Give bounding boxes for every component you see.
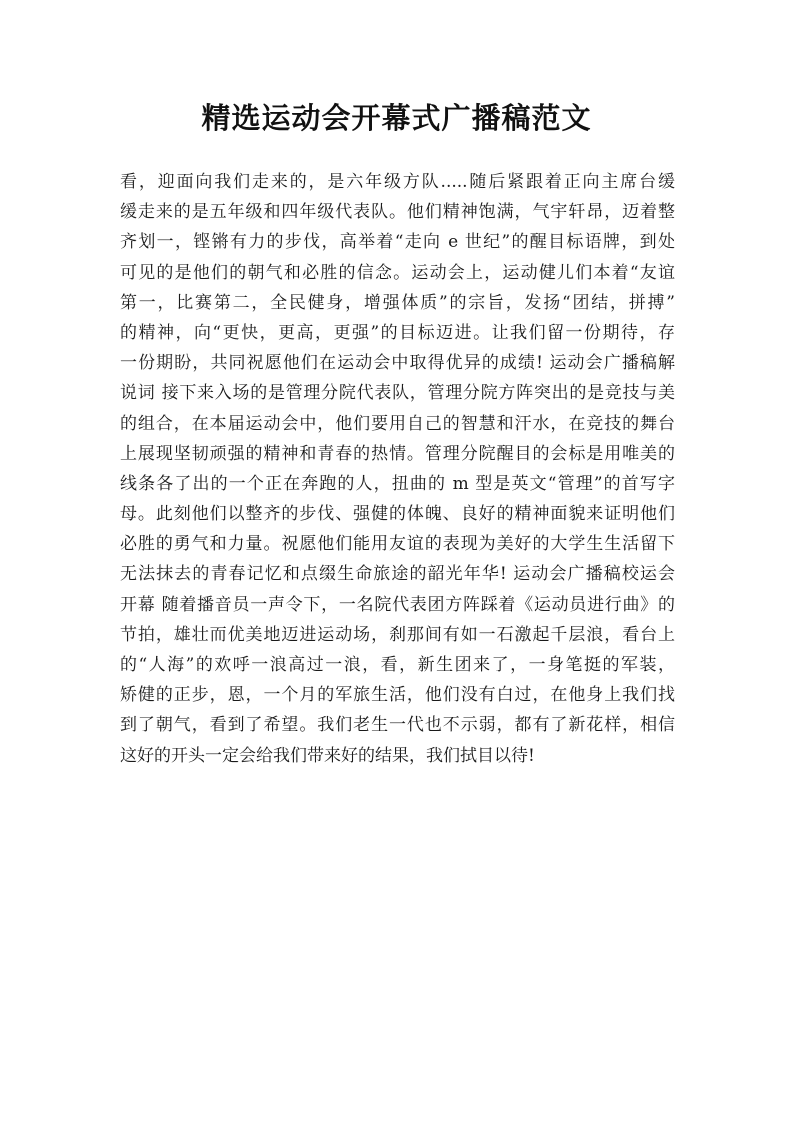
- body-line: 无法抹去的青春记忆和点缀生命旅途的韶光年华! 运动会广播稿校运会: [120, 564, 675, 585]
- body-line: 节拍，雄壮而优美地迈进运动场，刹那间有如一石激起千层浪，看台上: [120, 624, 675, 645]
- body-line: 矫健的正步，恩，一个月的军旅生活，他们没有白过，在他身上我们找: [120, 685, 675, 706]
- body-line: 的“人海”的欢呼一浪高过一浪，看，新生团来了，一身笔挺的军装，: [120, 655, 675, 675]
- body-line: 缓走来的是五年级和四年级代表队。他们精神饱满，气宇轩昂，迈着整: [120, 202, 675, 223]
- body-line: 一份期盼，共同祝愿他们在运动会中取得优异的成绩! 运动会广播稿解: [120, 353, 675, 374]
- body-line: 的组合，在本届运动会中，他们要用自己的智慧和汗水，在竞技的舞台: [120, 413, 675, 434]
- body-line: 可见的是他们的朝气和必胜的信念。运动会上，运动健儿们本着“友谊: [120, 262, 675, 283]
- body-line: 母。此刻他们以整齐的步伐、强健的体魄、良好的精神面貌来证明他们: [120, 504, 675, 525]
- body-line: 看，迎面向我们走来的，是六年级方队.....随后紧跟着正向主席台缓: [120, 172, 675, 192]
- body-line: 说词 接下来入场的是管理分院代表队，管理分院方阵突出的是竞技与美: [120, 383, 675, 404]
- body-line: 必胜的勇气和力量。祝愿他们能用友谊的表现为美好的大学生生活留下: [120, 534, 675, 555]
- body-line: 开幕 随着播音员一声令下，一名院代表团方阵踩着《运动员进行曲》的: [120, 594, 675, 615]
- body-line: 第一，比赛第二，全民健身，增强体质”的宗旨，发扬“团结，拼搏”: [120, 292, 675, 313]
- body-line: 的精神，向“更快，更高，更强”的目标迈进。让我们留一份期待，存: [120, 322, 675, 343]
- body-line: 上展现坚韧顽强的精神和青春的热情。管理分院醒目的会标是用唯美的: [120, 443, 675, 464]
- body-line: 到了朝气，看到了希望。我们老生一代也不示弱，都有了新花样，相信: [120, 715, 675, 736]
- body-line: 线条各了出的一个正在奔跑的人，扭曲的 m 型是英文“管理”的首写字: [120, 473, 675, 494]
- body-line: 这好的开头一定会给我们带来好的结果，我们拭目以待!: [120, 745, 535, 766]
- body-line: 齐划一，铿锵有力的步伐，高举着“走向 e 世纪”的醒目标语牌，到处: [120, 232, 675, 253]
- document-body: [120, 167, 675, 771]
- document-title: 精选运动会开幕式广播稿范文: [201, 101, 592, 135]
